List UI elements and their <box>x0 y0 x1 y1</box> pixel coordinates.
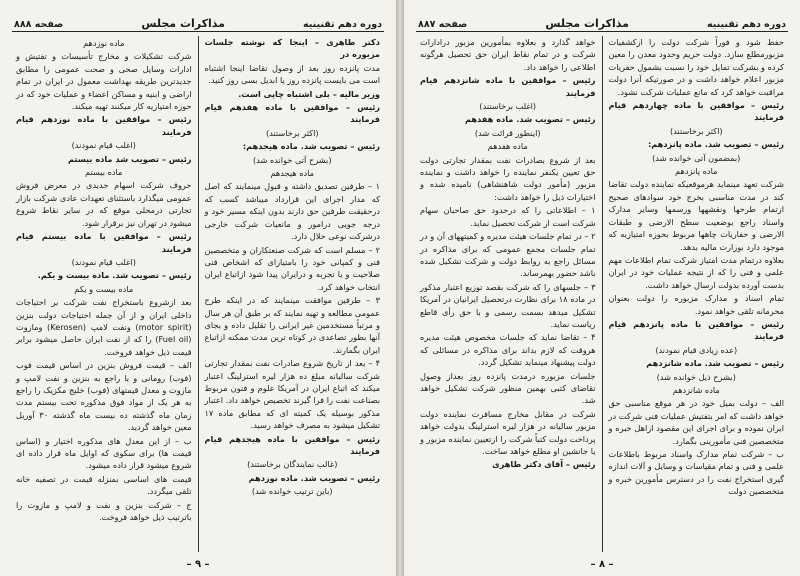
speaker-line: رئیس – موافقین با ماده بیستم قیام فرمایند <box>16 231 192 254</box>
paragraph: شرکت در مقابل مخارج مسافرت نماینده دولت مزبور سالیانه در هزار لیره استرلینگ بدولت خواهد پرداخت دولت کتباً شرکت را ازتعیین نماینده مزبور و یا جانشین او مطلع خواهد ساخت. <box>420 408 596 456</box>
centered-note: (بشرح آتی خوانده شد) <box>252 154 332 165</box>
centered-note: (بشرح ذیل خوانده شد) <box>656 371 736 382</box>
page-footer-number: – ۸ – <box>590 559 614 570</box>
text-column-left <box>416 36 600 552</box>
centered-note: (بمضمون آتی خوانده شد) <box>652 152 741 163</box>
speaker-line: رئیس – تصویب شد. ماده نوزدهم <box>248 472 380 483</box>
speaker-line: رئیس – آقای دکتر طاهری <box>492 459 596 470</box>
paragraph: حفظ شود و فوراً شرکت دولت را ازکشفیات مزبورمطلع سازد. دولت حریم وحدود معدن را معین کرده و بشرکت تمایل خود را نسبت بشمول حفریات مزبور اعلام خواهد داشت و در صورتیکه آنرا دولت مراقبت خواهد کرد که مانع عملیات شرکت نشود. <box>608 37 784 97</box>
centered-note: (اکثر برخاستند) <box>669 125 723 136</box>
column-divider <box>198 36 199 552</box>
paragraph: بعلاوه درتمام مدت امتیاز شرکت تمام اطلاعات مهم علمی و فنی را که از نتیجه عملیات خود در ایران بدست آورده بدولت ارسال خواهد داشت. <box>608 254 784 290</box>
centered-note: (غالب نمایندگان برخاستند) <box>247 459 338 470</box>
centered-note: (باین ترتیب خوانده شد) <box>251 486 333 497</box>
centered-note: (اغلب قیام نمودند) <box>71 140 136 151</box>
speaker-line: رئیس – موافقین با ماده هیجدهم قیام فرمایند <box>204 433 380 456</box>
paragraph: ۳ – طرفین موافقت مینمایند که در اینکه طرح عمومی مطالعه و تهیه نمایند که بر طبق آن هر سال و مرتباً مستخدمین غیر ایرانی را تقلیل داده و بجای آنها بطور تصاعدی در کوتاه ترین مدت ممکنه ازاتباع ایران بگمارند. <box>204 295 380 355</box>
book-gutter <box>396 0 404 576</box>
page-header <box>14 8 382 30</box>
speaker-line: وزیر مالیه – بلی اشتباه چاپی است. <box>238 88 380 99</box>
paragraph: ج – شرکت بنزین و نفت و لامپ و مازوت را باترتیب ذیل خواهد فروخت. <box>16 499 192 523</box>
paragraph: ب – شرکت تمام مدارک واسناد مربوط باطلاعات علمی و فنی و تمام مقیاسات و وسایل و آلات اندازه گیری استخراج نفت را در دسترس مأمورین خبره و متخصصین دولت <box>608 449 784 497</box>
header-rule <box>12 31 384 32</box>
speaker-line: رئیس – تصویب شد ماده بیستم <box>67 153 192 164</box>
column-divider <box>602 36 603 552</box>
text-column-right <box>605 36 789 552</box>
text-columns <box>12 36 384 552</box>
paragraph: شرکت تشکیلات و مخارج تأسیسات و تفتیش و ادارات وسایل صحی و صحت عمومی را مطابق جدیدترین طریقه بهداشت معمول در ایران در تمام اراضی و ابنیه و مساکن اعضاء و عملیات خود که در حوزه امتیازیه کار میکنند تهیه میکند. <box>16 51 192 112</box>
centered-note: ماده شانزدهم <box>672 384 720 395</box>
paragraph: ۲ – مسلم است که شرکت صنعتکاران و متخصصین فنی و کمپانی خود را بامتیازای که اشخاص فنی صلاحیت و یا تجربه و درایران پیدا شود ازاتباع ایران انتخاب خواهد کرد. <box>204 244 380 292</box>
header-page-number: صفحه ۸۸۸ <box>14 19 64 30</box>
centered-note: (عده زیادی قیام نمودند) <box>655 344 738 355</box>
paragraph: الف – دولت بمیل خود در هر موقع مناسبی حق خواهد داشت که امر بتفتیش عملیات فنی شرکت در ایران نموده و برای اجرای این مقصود ازاهل خبره و متخصصین فنی مأمورینی بگمارد. <box>608 398 784 446</box>
paragraph: ۳ – جلسهای را که شرکت بقصد توزیع اعتبار مذکور در ماده ۱۸ برای نظارت درتحصیل ایرانیان در آمریکا تشکیل میدهد بسمت رسمی و با حق رأی قاطع ریاست نماید. <box>420 281 596 329</box>
paragraph: بعد ازشروع باستخراج نفت شرکت بر احتیاجات داخلی ایران و از آن جمله احتیاجات دولت بنزین (motor spirit) ونفت لامپ (Kerosen) ومازوت (Fuel oil) را که از نفت ایران حاصل میشود برابر قیمت ذیل خواهد فروخت. <box>16 297 192 357</box>
text-columns <box>416 36 788 552</box>
paragraph: خواهد گذارد و بعلاوه بمأمورین مزبور درادارات شرکت و در تمام نقاط ایران حق تحصیل هرگونه اطلاعی را خواهد داد. <box>420 37 596 72</box>
speaker-line: رئیس – تصویب شد. ماده بیست و یکم. <box>37 270 192 281</box>
speaker-line: رئیس – تصویب شد. ماده شانزدهم <box>646 358 784 369</box>
speaker-line: رئیس – تصویب شد. ماده پانزدهم: <box>647 139 784 150</box>
header-page-number: صفحه ۸۸۷ <box>418 19 468 30</box>
header-title: مذاکرات مجلس <box>545 17 629 30</box>
speaker-line: رئیس – تصویب شد. ماده هفدهم <box>464 114 596 125</box>
paragraph: حروف شرکت اسهام جدیدی در معرض فروش عمومی میگذارد باستثنای تعهدات عادی شرکت بازار تجارتی درمحلی موقع که در سایر نقاط شروع میشود در تهران نیز برقرار شود. <box>16 180 192 228</box>
page-887 <box>404 0 800 576</box>
page-footer-number: – ۹ – <box>186 559 210 570</box>
paragraph: شرکت تعهد مینماید هرموقعیکه نماینده دولت تقاضا کند در مدت مناسبی بخرج خود سوادهای صحیح ازتمام طرحها ونقشهها ورسمها وسایر مدارک واسناد راجع بوضعیت سطح الارضی و طبقات الارضی و حفاریات چاهها مربوط بحوزه امتیازیه که موجود دارد بوزارت مالیه بدهد. <box>608 179 784 252</box>
centered-note: ماده بیست و یکم <box>74 283 134 294</box>
paragraph: ۲ – در تمام جلسات هیئت مدیره و کمیتههای آن و در تمام جلسات مجمع عمومی که برای مذاکره در مسائل راجع به روابط دولت و شرکت تشکیل شده باشد حضور بهمرساند. <box>420 231 596 279</box>
paragraph: جلسات مزبوره درمدت پانزده روز بعداز وصول تقاضای کتبی بهمین منظور شرکت تشکیل خواهد شد. <box>420 370 596 406</box>
paragraph: بعد از شروع بصادرات نفت بمقدار تجارتی دولت حق تعیین یکنفر نماینده را خواهد داشت و نماینده مزبور (مأمور دولت شاهنشاهی) نامیده شده و اختیارات ذیل را خواهد داشت: <box>420 154 596 202</box>
centered-note: (اغلب قیام نمودند) <box>71 256 136 267</box>
centered-note: (اکثر برخاستند) <box>265 127 319 138</box>
paragraph: ب – از این معدل های مذکوره اختیار و (اساس قیمت ها) برای سکوی که اوایل ماه قرار داده ای شروع میشود قرار داده میشود. <box>16 435 192 471</box>
speaker-line: رئیس – موافقین با ماده چهاردهم قیام فرمایند <box>608 100 784 123</box>
paragraph: قیمت های اساسی بمنزله قیمت در تصفیه خانه تلقی میگردد. <box>16 473 192 497</box>
text-column-left <box>12 36 196 552</box>
page-888 <box>0 0 396 576</box>
header-title: مذاکرات مجلس <box>141 17 225 30</box>
centered-note: ماده هیجدهم <box>270 168 315 179</box>
centered-note: (اغلب برخاستند) <box>479 101 537 112</box>
centered-note: ماده پانزدهم <box>675 166 718 177</box>
header-rule <box>416 31 788 32</box>
speaker-line: رئیس – موافقین با ماده نوزدهم قیام فرمایند <box>16 114 192 137</box>
paragraph: الف – قیمت فروش بنزین در اساس قیمت فوب (فوب) رومانی و یا راجع به بنزین و نفت لامپ و مازوت و معدل قیمتهای (فوب) خلیج مکزیک را راجع به هر یک از مواد فوق مذکوره تحت بیستم مدت زمان ماه گذشته ده بیست ماه گذشته ۳۰ آوریل معین خواهد گردید. <box>16 360 192 433</box>
speaker-line: رئیس – موافقین با ماده پانزدهم قیام فرمایند <box>608 318 784 342</box>
centered-note: ماده هفدهم <box>487 141 528 152</box>
speaker-line: دکتر طاهری – اینجا که نوشته جلسات مزبوره در <box>204 37 380 60</box>
speaker-line: رئیس – موافقین با ماده هفدهم قیام فرمایند <box>204 102 380 125</box>
paragraph: ۱ – طرفین تصدیق داشته و قبول مینمایند که اصل که مدار اجرای این قرارداد میباشد کسب که درحقیقت طرفین حق دارند بدون اینکه مسیر خود و درجه جویی درامور و مانعیات شرکت خارجی درشرکت نوعی حلال دارد. <box>204 181 380 242</box>
speaker-line: رئیس – موافقین با ماده شانزدهم قیام فرمایند <box>420 75 596 98</box>
text-column-right <box>201 36 385 552</box>
header-period: دوره دهم تقنینیه <box>706 19 786 30</box>
speaker-line: رئیس – تصویب شد. ماده هیجدهم: <box>242 141 380 152</box>
paragraph: مدت پانزده روز بعد از وصول تقاضا اینجا اشتباه است می بایست پانزده روز یا ابدیل بسی روز کنید. <box>204 62 380 86</box>
paragraph: ۴ – بعد از تاریخ شروع صادرات نفت بمقدار تجارتی شرکت سالیانه مبلغ ده هزار لیره استرلینگ اعتبار میکند که اتباع ایران در آمریکا علوم و فنون مربوط بصناعت نفت را فرا گیرند تخصیص خواهد داد. اعتبار مذکور بوسیله یک کمیته ای که مطابق ماده ۱۷ تشکیل میشود به مصرف خواهد رسید. <box>204 358 380 431</box>
paragraph: تمام اسناد و مدارک مزبوره را دولت بعنوان محرمانه تلقی خواهد نمود. <box>608 293 784 316</box>
paragraph: ۴ – تقاضا نماید که جلسات مخصوص هیئت مدیره هروقت که لازم بداند برای مذاکره در مسائلی که دولت پیشنهاد مینماید تشکیل گردد. <box>420 332 596 368</box>
page-header <box>418 8 786 30</box>
centered-note: ماده بیستم <box>85 167 123 178</box>
header-period: دوره دهم تقنینیه <box>302 19 382 30</box>
centered-note: (اینطور قرائت شد) <box>474 127 541 138</box>
paragraph: ۱ – اطلاعاتی را که درحدود حق صاحبان سهام شرکت است از شرکت تحصیل نماید. <box>420 205 596 228</box>
centered-note: ماده نوزدهم <box>83 38 125 48</box>
